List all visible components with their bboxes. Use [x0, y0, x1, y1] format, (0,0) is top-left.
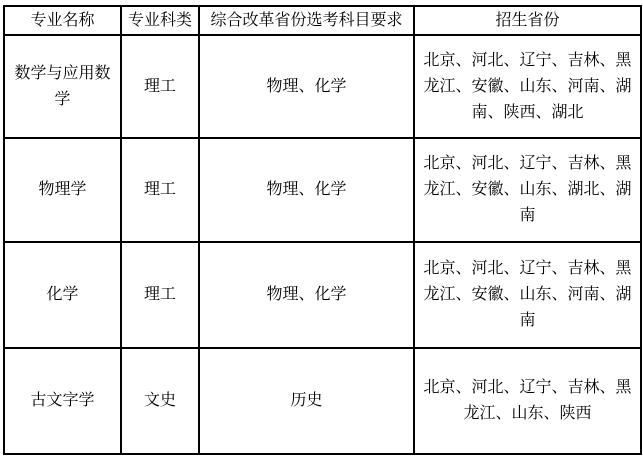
major-category-cell: 理工: [121, 242, 199, 348]
enrollment-provinces-cell: 北京、河北、辽宁、吉林、黑龙江、安徽、山东、河南、湖南: [414, 242, 641, 348]
table-row-chemistry: [4, 242, 641, 348]
subject-requirements-cell: 物理、化学: [199, 138, 414, 242]
enrollment-provinces-cell: 北京、河北、辽宁、吉林、黑龙江、安徽、山东、湖北、湖南: [414, 138, 641, 242]
subject-requirements-cell: 物理、化学: [199, 242, 414, 348]
major-name-cell: 古文字学: [4, 348, 121, 454]
col-header-major-name: 专业名称: [4, 6, 121, 35]
subject-requirements-cell: 物理、化学: [199, 35, 414, 138]
enrollment-provinces-cell: 北京、河北、辽宁、吉林、黑龙江、山东、陕西: [414, 348, 641, 454]
col-header-enrollment-provinces: 招生省份: [414, 6, 641, 35]
major-category-cell: 理工: [121, 35, 199, 138]
table-row-math: [4, 35, 641, 138]
table-row-paleography: [4, 348, 641, 454]
subject-requirements-cell: 历史: [199, 348, 414, 454]
table-row-physics: [4, 138, 641, 242]
major-category-cell: 文史: [121, 348, 199, 454]
major-category-cell: 理工: [121, 138, 199, 242]
major-name-cell: 化学: [4, 242, 121, 348]
col-header-major-category: 专业科类: [121, 6, 199, 35]
admission-requirements-table: [3, 5, 642, 455]
enrollment-provinces-cell: 北京、河北、辽宁、吉林、黑龙江、安徽、山东、河南、湖南、陕西、湖北: [414, 35, 641, 138]
col-header-subject-requirements: 综合改革省份选考科目要求: [199, 6, 414, 35]
major-name-cell: 物理学: [4, 138, 121, 242]
major-name-cell: 数学与应用数学: [4, 35, 121, 138]
header-row: [4, 6, 641, 35]
